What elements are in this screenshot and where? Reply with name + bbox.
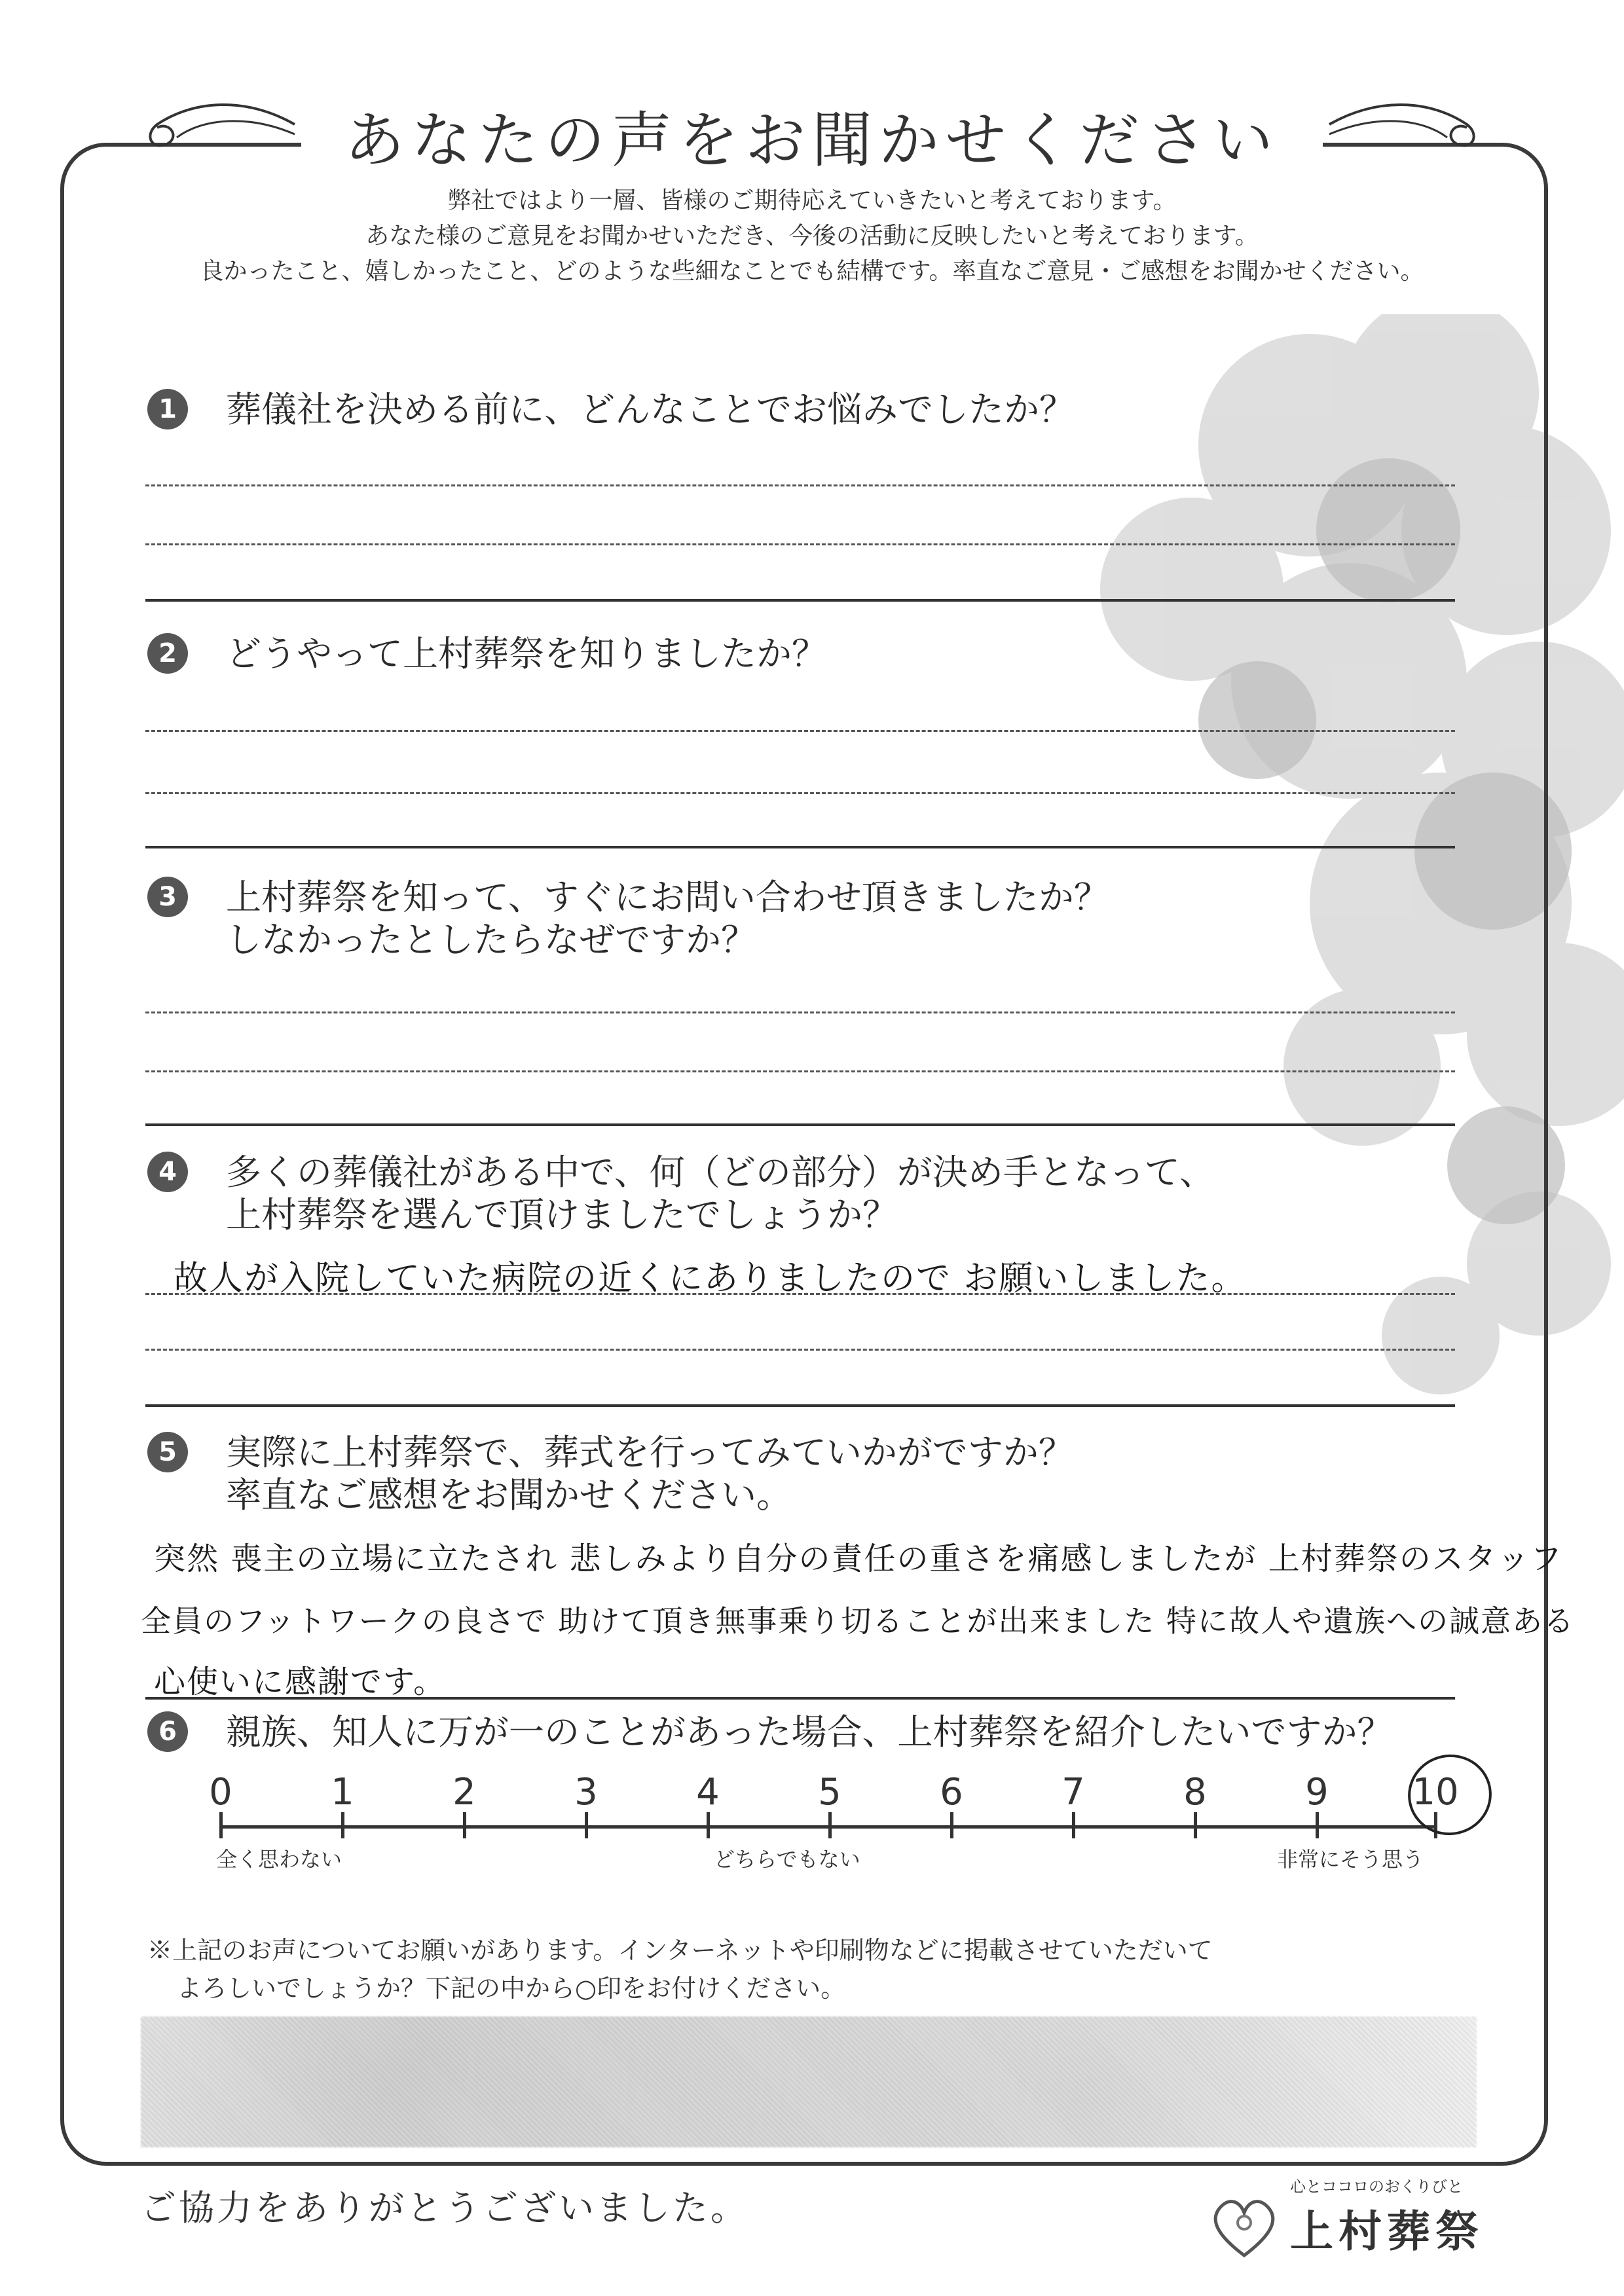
scale-option-6[interactable]: 6 (940, 1771, 963, 1813)
question-number-badge: 4 (147, 1152, 188, 1192)
scale-tick (1316, 1812, 1319, 1838)
heart-logo-icon (1205, 2187, 1283, 2265)
note-line: よろしいでしょうか？下記の中から○印をお付けください。 (177, 1974, 846, 2003)
scale-option-3[interactable]: 3 (574, 1771, 598, 1813)
title-banner (301, 85, 1323, 196)
note-line: ※上記のお声についてお願いがあります。インターネットや印刷物などに掲載させていただいて (147, 1936, 1213, 1965)
question-text: 上村葬祭を選んで頂けましたでしょうか？ (226, 1194, 898, 1235)
answer-line[interactable] (145, 730, 1455, 732)
scale-label-high: 非常にそう思う (1277, 1847, 1424, 1872)
answer-line[interactable] (145, 1011, 1455, 1013)
answer-line[interactable] (145, 1293, 1455, 1295)
question-number-badge: 5 (147, 1432, 188, 1472)
scale-tick (1194, 1812, 1197, 1838)
scale-option-2[interactable]: 2 (452, 1771, 476, 1813)
question-number-badge: 3 (147, 877, 188, 917)
answer-line[interactable] (145, 792, 1455, 794)
scale-tick (1072, 1812, 1075, 1838)
scale-tick (585, 1812, 588, 1838)
intro-line: あなた様のご意見をお聞かせいただき、今後の活動に反映したいと考えております。 (365, 223, 1259, 249)
scale-option-7[interactable]: 7 (1061, 1771, 1085, 1813)
question-text: 親族、知人に万が一のことがあった場合、上村葬祭を紹介したいですか？ (226, 1711, 1393, 1753)
company-logo (1205, 2174, 1519, 2272)
scale-option-5[interactable]: 5 (818, 1771, 841, 1813)
scale-tick (219, 1812, 223, 1838)
scale-tick (341, 1812, 344, 1838)
page-title: あなたの声をお聞かせください (344, 105, 1280, 175)
publication-consent-note (147, 1931, 1213, 2007)
scale-label-mid: どちらでもない (714, 1847, 860, 1872)
handwritten-answer: 故人が入院していた病院の近くにありましたので お願いしました。 (174, 1259, 1247, 1298)
logo-tagline: 心とココロのおくりびと (1290, 2178, 1463, 2196)
scale-option-8[interactable]: 8 (1183, 1771, 1207, 1813)
intro-line: 弊社ではより一層、皆様のご期待応えていきたいと考えております。 (447, 187, 1177, 214)
section-divider (145, 1697, 1455, 1700)
scale-option-4[interactable]: 4 (696, 1771, 720, 1813)
scale-tick (950, 1812, 953, 1838)
question-number-badge: 6 (147, 1711, 188, 1752)
question-text: 実際に上村葬祭で、葬式を行ってみていかがですか？ (226, 1432, 1074, 1473)
intro-text (0, 183, 1624, 289)
scale-option-10[interactable]: 10 (1412, 1771, 1459, 1813)
logo-company-name: 上村葬祭 (1290, 2206, 1484, 2257)
answer-line[interactable] (145, 543, 1455, 545)
handwritten-answer: 全員のフットワークの良さで 助けて頂き無事乗り切ることが出来ました 特に故人や遺族への誠意ある (141, 1603, 1576, 1639)
question-text: どうやって上村葬祭を知りましたか？ (226, 633, 827, 674)
question-text: しなかったとしたらなぜですか？ (226, 919, 756, 960)
scale-option-1[interactable]: 1 (331, 1771, 354, 1813)
question-text: 上村葬祭を知って、すぐにお問い合わせ頂きましたか？ (226, 877, 1109, 918)
answer-line[interactable] (145, 1349, 1455, 1351)
question-text: 率直なご感想をお聞かせください。 (226, 1474, 792, 1516)
section-divider (145, 1404, 1455, 1407)
intro-line: 良かったこと、嬉しかったこと、どのような些細なことでも結構です。率直なご意見・ご感想をお聞かせください。 (200, 258, 1424, 285)
scale-option-9[interactable]: 9 (1305, 1771, 1329, 1813)
question-number-badge: 2 (147, 633, 188, 674)
section-divider (145, 846, 1455, 848)
redacted-area (141, 2016, 1477, 2147)
scale-tick (463, 1812, 466, 1838)
question-number-badge: 1 (147, 389, 188, 429)
scale-tick (707, 1812, 710, 1838)
question-text: 葬儀社を決める前に、どんなことでお悩みでしたか？ (226, 389, 1075, 430)
thank-you-message: ご協力をありがとうございました。 (141, 2187, 748, 2229)
answer-line[interactable] (145, 484, 1455, 486)
handwritten-answer: 突然 喪主の立場に立たされ 悲しみより自分の責任の重さを痛感しましたが 上村葬祭のスタッフ (154, 1540, 1563, 1577)
section-divider (145, 599, 1455, 602)
answer-line[interactable] (145, 1070, 1455, 1072)
handwritten-answer: 心使いに感謝です。 (154, 1664, 447, 1700)
question-text: 多くの葬儀社がある中で、何（どの部分）が決め手となって、 (226, 1152, 1215, 1193)
scale-option-0[interactable]: 0 (209, 1771, 232, 1813)
scale-label-low: 全く思わない (216, 1847, 342, 1872)
right-flourish-ornament (1323, 85, 1493, 157)
section-divider (145, 1123, 1455, 1126)
scale-tick (828, 1812, 832, 1838)
left-flourish-ornament (131, 85, 301, 157)
